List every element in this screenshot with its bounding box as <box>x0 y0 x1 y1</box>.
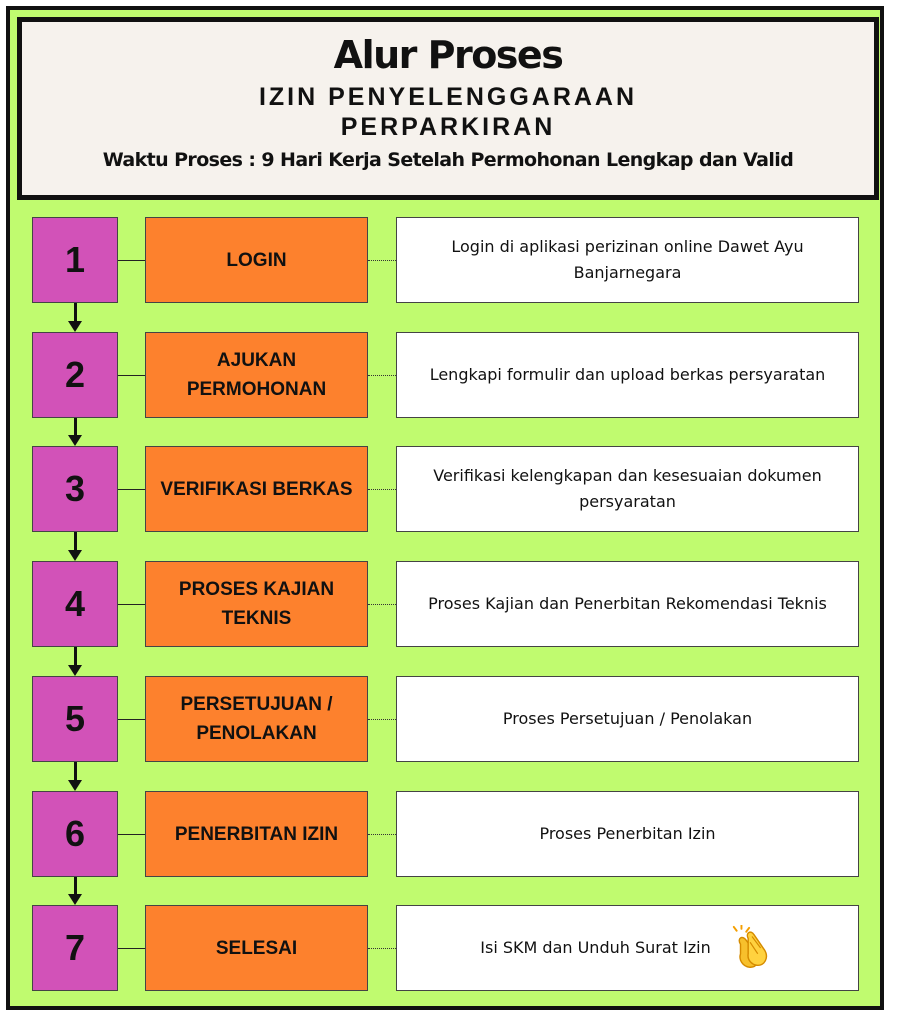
step-label-line: TEKNIS <box>221 608 292 629</box>
step-dotted-connector <box>368 375 396 376</box>
step-label <box>179 575 334 633</box>
step-label-line: PROSES KAJIAN <box>178 579 335 600</box>
step-label-box <box>145 217 368 303</box>
step-description-box <box>396 791 859 877</box>
step-description-box <box>396 676 859 762</box>
down-arrow-icon <box>68 550 82 561</box>
step-number-box <box>32 791 118 877</box>
step-label-line: AJUKAN <box>216 350 297 371</box>
clapping-hands-icon <box>729 925 775 971</box>
step-dotted-connector <box>368 260 396 261</box>
step-arrow-line <box>74 762 77 781</box>
step-number: 2 <box>64 354 86 395</box>
step-label-box <box>145 446 368 532</box>
step-number: 5 <box>64 698 86 739</box>
step-description: Proses Persetujuan / Penolakan <box>502 709 753 728</box>
subtitle-line-1: IZIN PENYELENGGARAAN <box>258 83 638 111</box>
step-number-box <box>32 561 118 647</box>
page-title: Alur Proses <box>333 33 563 77</box>
down-arrow-icon <box>68 665 82 676</box>
step-connector-line <box>118 375 145 376</box>
step-connector-line <box>118 489 145 490</box>
step-label <box>160 475 352 504</box>
step-dotted-connector <box>368 719 396 720</box>
step-connector-line <box>118 260 145 261</box>
down-arrow-icon <box>68 780 82 791</box>
step-arrow-line <box>74 418 77 436</box>
step-label-line: LOGIN <box>226 249 287 271</box>
step-arrow-line <box>74 532 77 551</box>
step-number: 7 <box>64 927 86 968</box>
step-description: Login di aplikasi perizinan online Dawet Ayu Banjarnegara <box>451 237 804 282</box>
step-number-box <box>32 676 118 762</box>
process-duration: Waktu Proses : 9 Hari Kerja Setelah Permohonan Lengkap dan Valid <box>102 149 794 171</box>
step-arrow-line <box>74 303 77 322</box>
step-label-box <box>145 561 368 647</box>
step-label-line: PERMOHONAN <box>186 379 327 400</box>
down-arrow-icon <box>68 894 82 905</box>
step-connector-line <box>118 948 145 949</box>
header-box <box>17 17 879 200</box>
step-connector-line <box>118 719 145 720</box>
step-number-box <box>32 446 118 532</box>
step-label-line: SELESAI <box>215 937 298 959</box>
step-description: Proses Penerbitan Izin <box>539 824 716 843</box>
step-label-box <box>145 676 368 762</box>
step-label-box <box>145 332 368 418</box>
step-number: 1 <box>64 239 86 280</box>
step-description-box <box>396 446 859 532</box>
step-number: 6 <box>64 813 86 854</box>
step-connector-line <box>118 834 145 835</box>
step-label-box <box>145 791 368 877</box>
step-label <box>187 346 326 404</box>
step-description: Lengkapi formulir dan upload berkas persyaratan <box>429 365 826 384</box>
step-description: Isi SKM dan Unduh Surat Izin <box>480 938 711 957</box>
step-description: Verifikasi kelengkapan dan kesesuaian dokumen persyaratan <box>433 466 822 511</box>
step-number-box <box>32 217 118 303</box>
step-label-line: PERSETUJUAN / <box>180 694 333 715</box>
down-arrow-icon <box>68 321 82 332</box>
step-label <box>180 690 332 748</box>
step-label-line: PENERBITAN IZIN <box>174 823 339 845</box>
step-label <box>226 246 286 275</box>
step-description: Proses Kajian dan Penerbitan Rekomendasi Teknis <box>428 594 827 613</box>
subtitle-line-2: PERPARKIRAN <box>340 113 556 141</box>
step-dotted-connector <box>368 489 396 490</box>
step-label <box>216 934 297 963</box>
down-arrow-icon <box>68 435 82 446</box>
step-label-box <box>145 905 368 991</box>
step-number-box <box>32 905 118 991</box>
step-dotted-connector <box>368 948 396 949</box>
step-description-box <box>396 217 859 303</box>
step-label <box>175 820 338 849</box>
step-label-line: VERIFIKASI BERKAS <box>160 478 353 500</box>
step-description-box <box>396 561 859 647</box>
step-dotted-connector <box>368 834 396 835</box>
step-description-box <box>396 332 859 418</box>
step-description-box <box>396 905 859 991</box>
step-arrow-line <box>74 877 77 895</box>
step-connector-line <box>118 604 145 605</box>
step-dotted-connector <box>368 604 396 605</box>
step-number: 3 <box>64 468 86 509</box>
step-number-box <box>32 332 118 418</box>
step-arrow-line <box>74 647 77 666</box>
step-label-line: PENOLAKAN <box>196 723 317 744</box>
step-number: 4 <box>64 583 86 624</box>
